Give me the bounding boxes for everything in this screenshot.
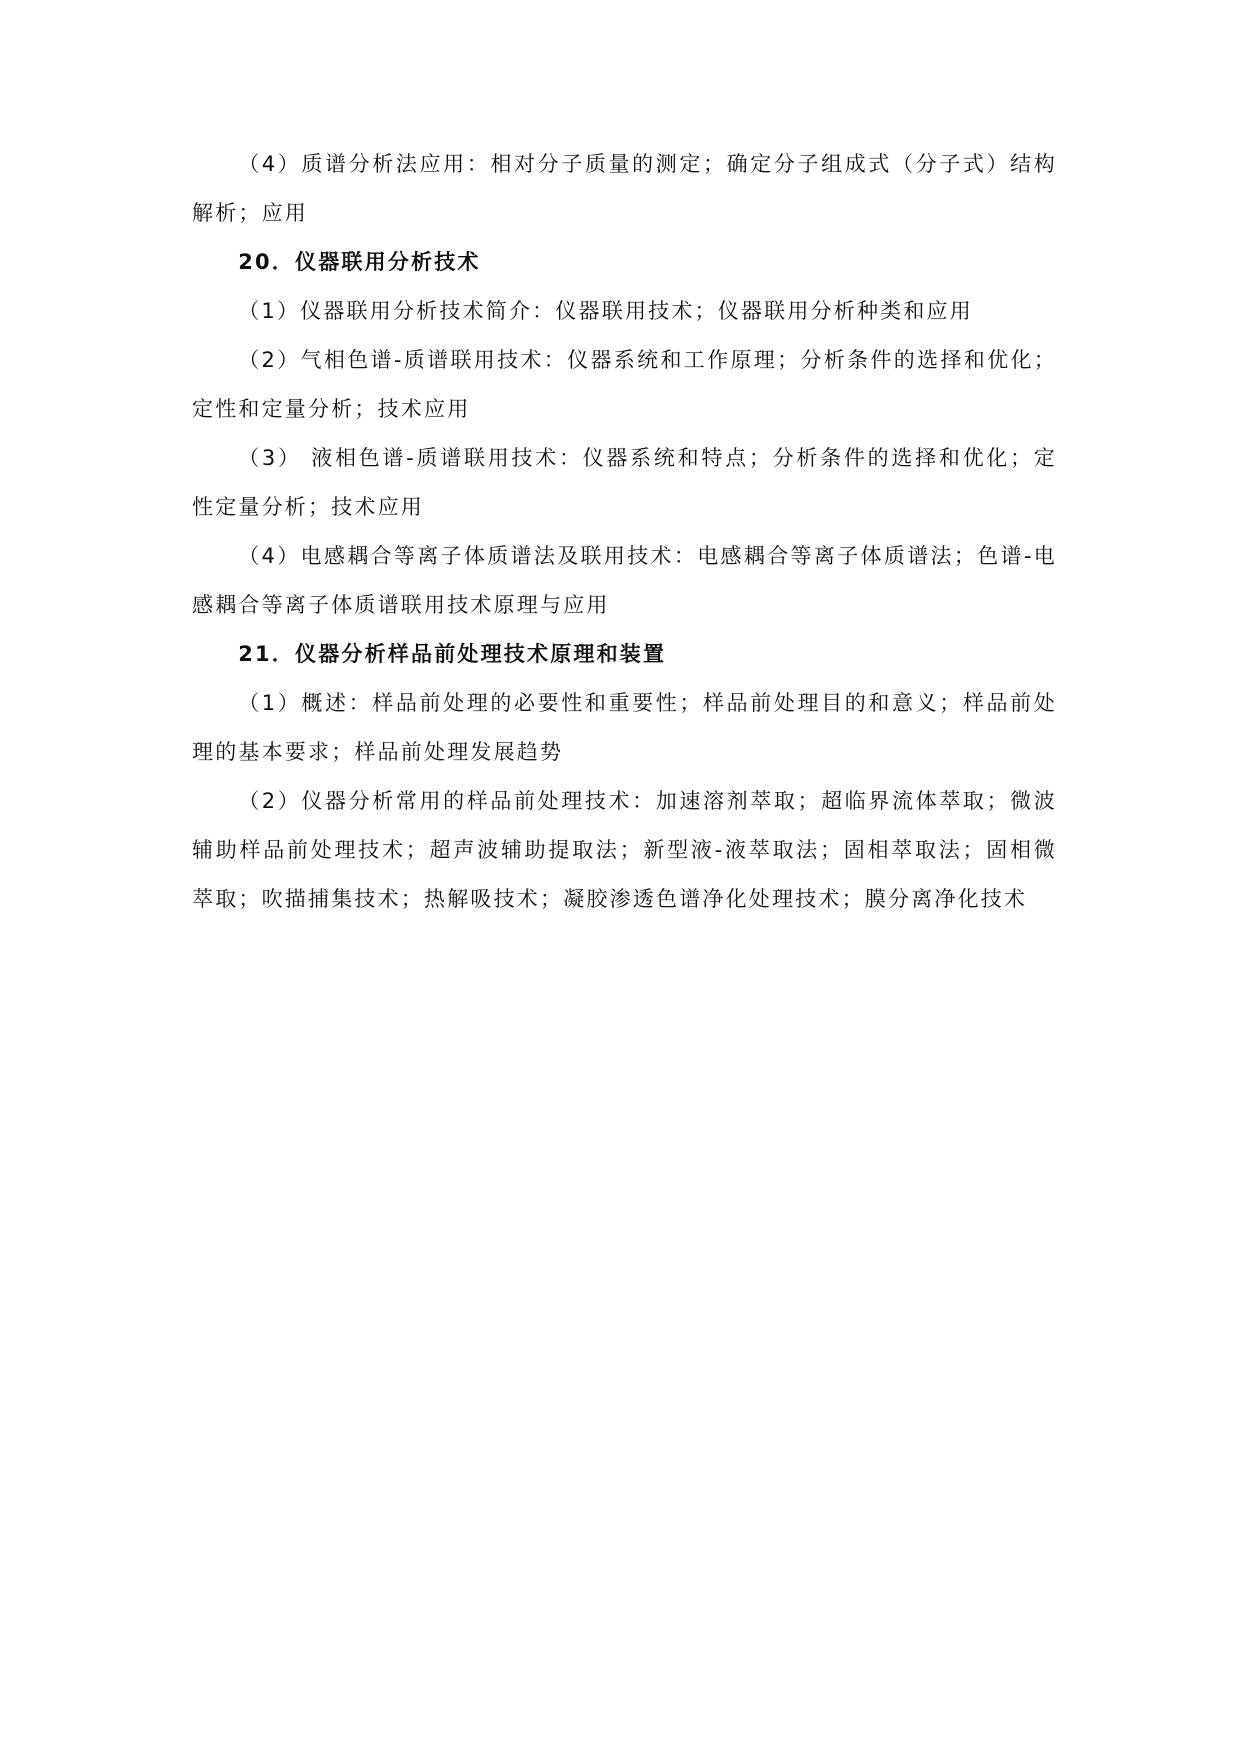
document-page	[192, 140, 1057, 924]
paragraph-20-1: （1）仪器联用分析技术简介：仪器联用技术；仪器联用分析种类和应用	[238, 299, 973, 323]
paragraph-20-4: （4）电感耦合等离子体质谱法及联用技术：电感耦合等离子体质谱法；色谱-电感耦合等离子体质谱联用技术原理与应用	[192, 544, 1057, 617]
section-heading-20: 20．仪器联用分析技术	[238, 250, 481, 274]
paragraph-21-2: （2）仪器分析常用的样品前处理技术：加速溶剂萃取；超临界流体萃取；微波辅助样品前处理技术；超声波辅助提取法；新型液-液萃取法；固相萃取法；固相微萃取；吹描捕集技术；热解吸技术；凝胶渗透色谱净化处理技术；膜分离净化技术	[192, 789, 1057, 911]
paragraph-20-2: （2）气相色谱-质谱联用技术：仪器系统和工作原理；分析条件的选择和优化；定性和定量分析；技术应用	[192, 348, 1057, 421]
paragraph-21-1: （1）概述：样品前处理的必要性和重要性；样品前处理目的和意义；样品前处理的基本要求；样品前处理发展趋势	[192, 691, 1057, 764]
section-heading-21: 21．仪器分析样品前处理技术原理和装置	[238, 642, 667, 666]
paragraph-20-3: （3） 液相色谱-质谱联用技术：仪器系统和特点；分析条件的选择和优化；定性定量分析；技术应用	[192, 446, 1057, 519]
paragraph-mass-spec-application: （4）质谱分析法应用：相对分子质量的测定；确定分子组成式（分子式）结构解析；应用	[192, 152, 1057, 225]
